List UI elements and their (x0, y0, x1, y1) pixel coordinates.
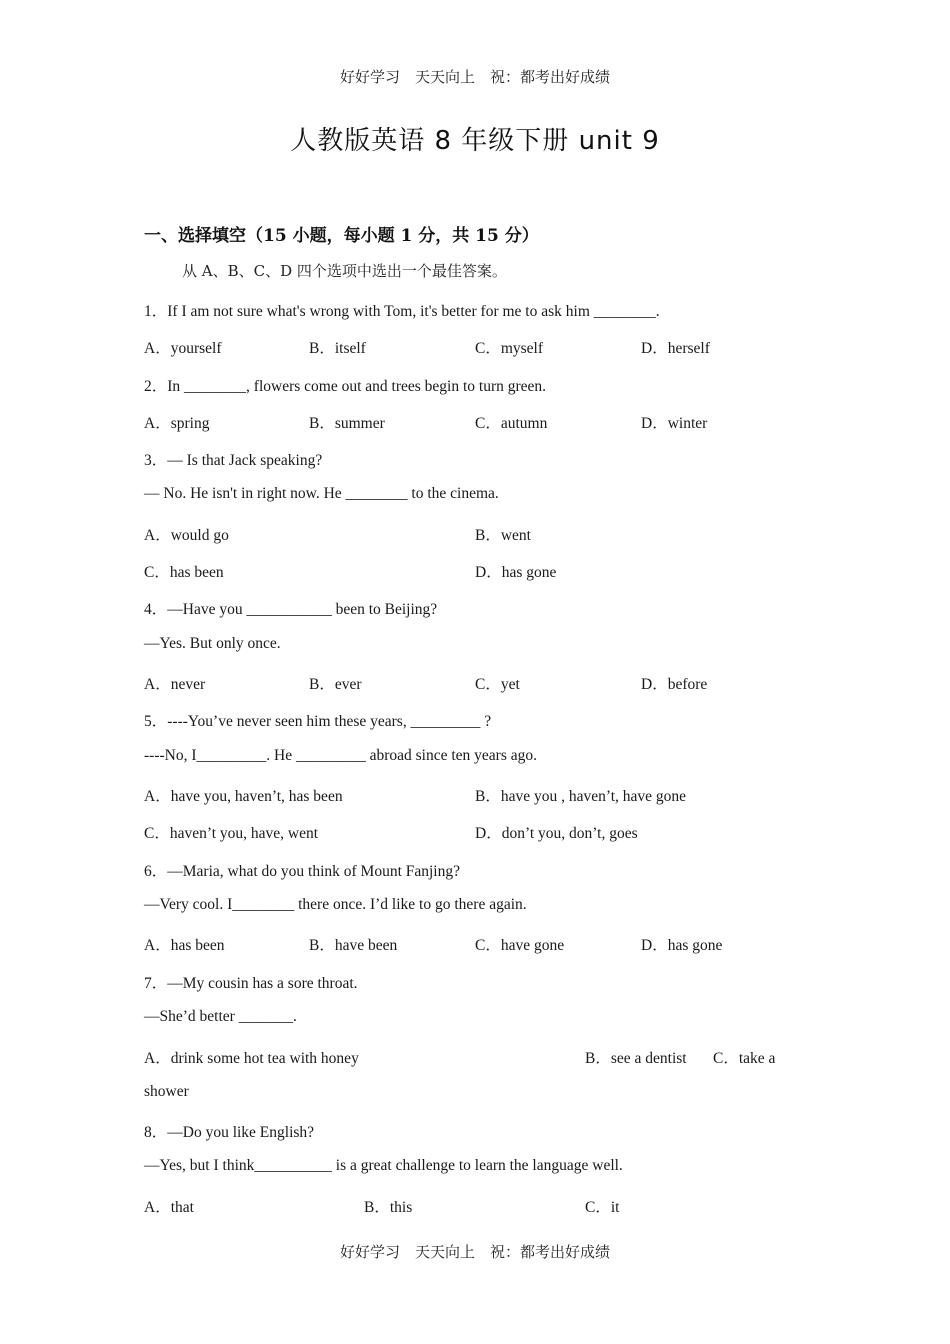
question-7-line2: —She’d better _______. (144, 1008, 297, 1025)
question-3-option-a: A．would go (144, 527, 229, 544)
question-5-option-c: C．haven’t you, have, went (144, 825, 319, 842)
question-8-line2: —Yes, but I think__________ is a great challenge to learn the language well. (144, 1157, 623, 1174)
section-heading: 一、选择填空（15 小题，每小题 1 分，共 15 分） (144, 226, 539, 246)
question-3-option-b: B．went (475, 527, 531, 544)
page-header: 好好学习 天天向上 祝：都考出好成绩 (339, 68, 610, 86)
question-7-stem: 7．—My cousin has a sore throat. (144, 975, 358, 992)
question-8-stem: 8．—Do you like English? (144, 1124, 315, 1141)
question-6-option-c: C．have gone (475, 937, 565, 954)
question-5-option-d: D．don’t you, don’t, goes (475, 825, 638, 842)
question-5-line2: ----No, I_________. He _________ abroad since ten years ago. (144, 747, 537, 764)
question-8-option-a: A．that (144, 1199, 194, 1216)
question-3-stem: 3．— Is that Jack speaking? (144, 452, 323, 469)
question-6-line2: —Very cool. I________ there once. I’d like to go there again. (144, 896, 527, 913)
question-8-option-b: B．this (364, 1199, 413, 1216)
question-4-option-b: B．ever (309, 676, 362, 693)
instruction-text: 从 A、B、C、D 四个选项中选出一个最佳答案。 (182, 262, 507, 280)
question-5-option-a: A．have you, haven’t, has been (144, 788, 343, 805)
question-4-option-d: D．before (641, 676, 708, 693)
question-4-option-c: C．yet (475, 676, 520, 693)
question-2-option-b: B．summer (309, 415, 385, 432)
question-1-option-b: B．itself (309, 340, 366, 357)
question-6-stem: 6．—Maria, what do you think of Mount Fanjing? (144, 863, 460, 880)
question-6-option-a: A．has been (144, 937, 225, 954)
question-3-option-c: C．has been (144, 564, 224, 581)
question-1-option-d: D．herself (641, 340, 710, 357)
question-4-line2: —Yes. But only once. (144, 635, 281, 652)
question-8-option-c: C．it (585, 1199, 620, 1216)
page-footer: 好好学习 天天向上 祝：都考出好成绩 (339, 1243, 610, 1261)
question-3-option-d: D．has gone (475, 564, 557, 581)
question-5-option-b: B．have you , haven’t, have gone (475, 788, 687, 805)
question-1-option-a: A．yourself (144, 340, 222, 357)
question-6-option-b: B．have been (309, 937, 398, 954)
question-2-option-c: C．autumn (475, 415, 548, 432)
page-title: 人教版英语 8 年级下册 unit 9 (290, 126, 660, 156)
question-1-stem: 1．If I am not sure what's wrong with Tom, it's better for me to ask him ________. (144, 303, 660, 320)
question-6-option-d: D．has gone (641, 937, 723, 954)
question-4-option-a: A．never (144, 676, 206, 693)
question-7-option-c: C．take a (713, 1050, 776, 1067)
question-7-option-c-continued: shower (144, 1083, 189, 1100)
question-2-stem: 2．In ________, flowers come out and trees begin to turn green. (144, 378, 547, 395)
question-2-option-a: A．spring (144, 415, 210, 432)
question-3-line2: — No. He isn't in right now. He ________ to the cinema. (144, 485, 499, 502)
question-1-option-c: C．myself (475, 340, 544, 357)
question-7-option-a: A．drink some hot tea with honey (144, 1050, 359, 1067)
question-7-option-b: B．see a dentist (585, 1050, 687, 1067)
question-2-option-d: D．winter (641, 415, 708, 432)
question-5-stem: 5．----You’ve never seen him these years, _________ ? (144, 713, 492, 730)
question-4-stem: 4．—Have you ___________ been to Beijing? (144, 601, 438, 618)
